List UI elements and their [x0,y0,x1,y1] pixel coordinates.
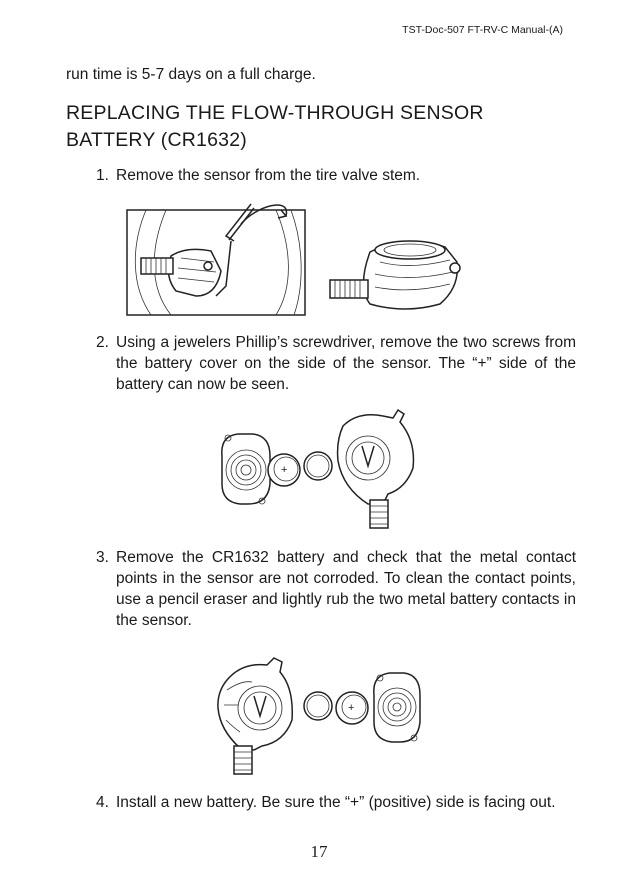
step-text: Install a new battery. Be sure the “+” (positive) side is facing out. [116,794,556,811]
step-2 [96,332,576,395]
document-header: TST-Doc-507 FT-RV-C Manual-(A) [402,24,563,36]
sensor-on-wheel-illustration [126,196,306,316]
step-3 [96,547,576,631]
battery-plus-sign: + [348,702,355,714]
step-4 [96,792,576,813]
section-title: REPLACING THE FLOW-THROUGH SENSOR BATTERY (CR1632) [66,102,484,151]
step-number: 2. [96,334,109,351]
step-text: Remove the sensor from the tire valve stem. [116,167,421,184]
step-number: 1. [96,167,109,184]
step-number: 3. [96,549,109,566]
step-text: Using a jewelers Phillip’s screwdriver, remove the two screws from the battery cover on the side of the sensor. The “+” side of the battery can now be seen. [116,334,576,393]
disassembled-sensor-illustration [218,406,428,532]
page-number: 17 [310,842,328,861]
step-number: 4. [96,794,109,811]
battery-plus-sign: + [281,464,288,476]
reassembly-illustration [212,650,424,775]
sensor-illustration [325,232,465,317]
step-1 [96,165,576,186]
intro-text: run time is 5-7 days on a full charge. [66,66,316,83]
step-text: Remove the CR1632 battery and check that the metal contact points in the sensor are not corroded. To clean the contact points, use a pencil eraser and lightly rub the two metal battery contacts in the sensor. [116,549,576,629]
